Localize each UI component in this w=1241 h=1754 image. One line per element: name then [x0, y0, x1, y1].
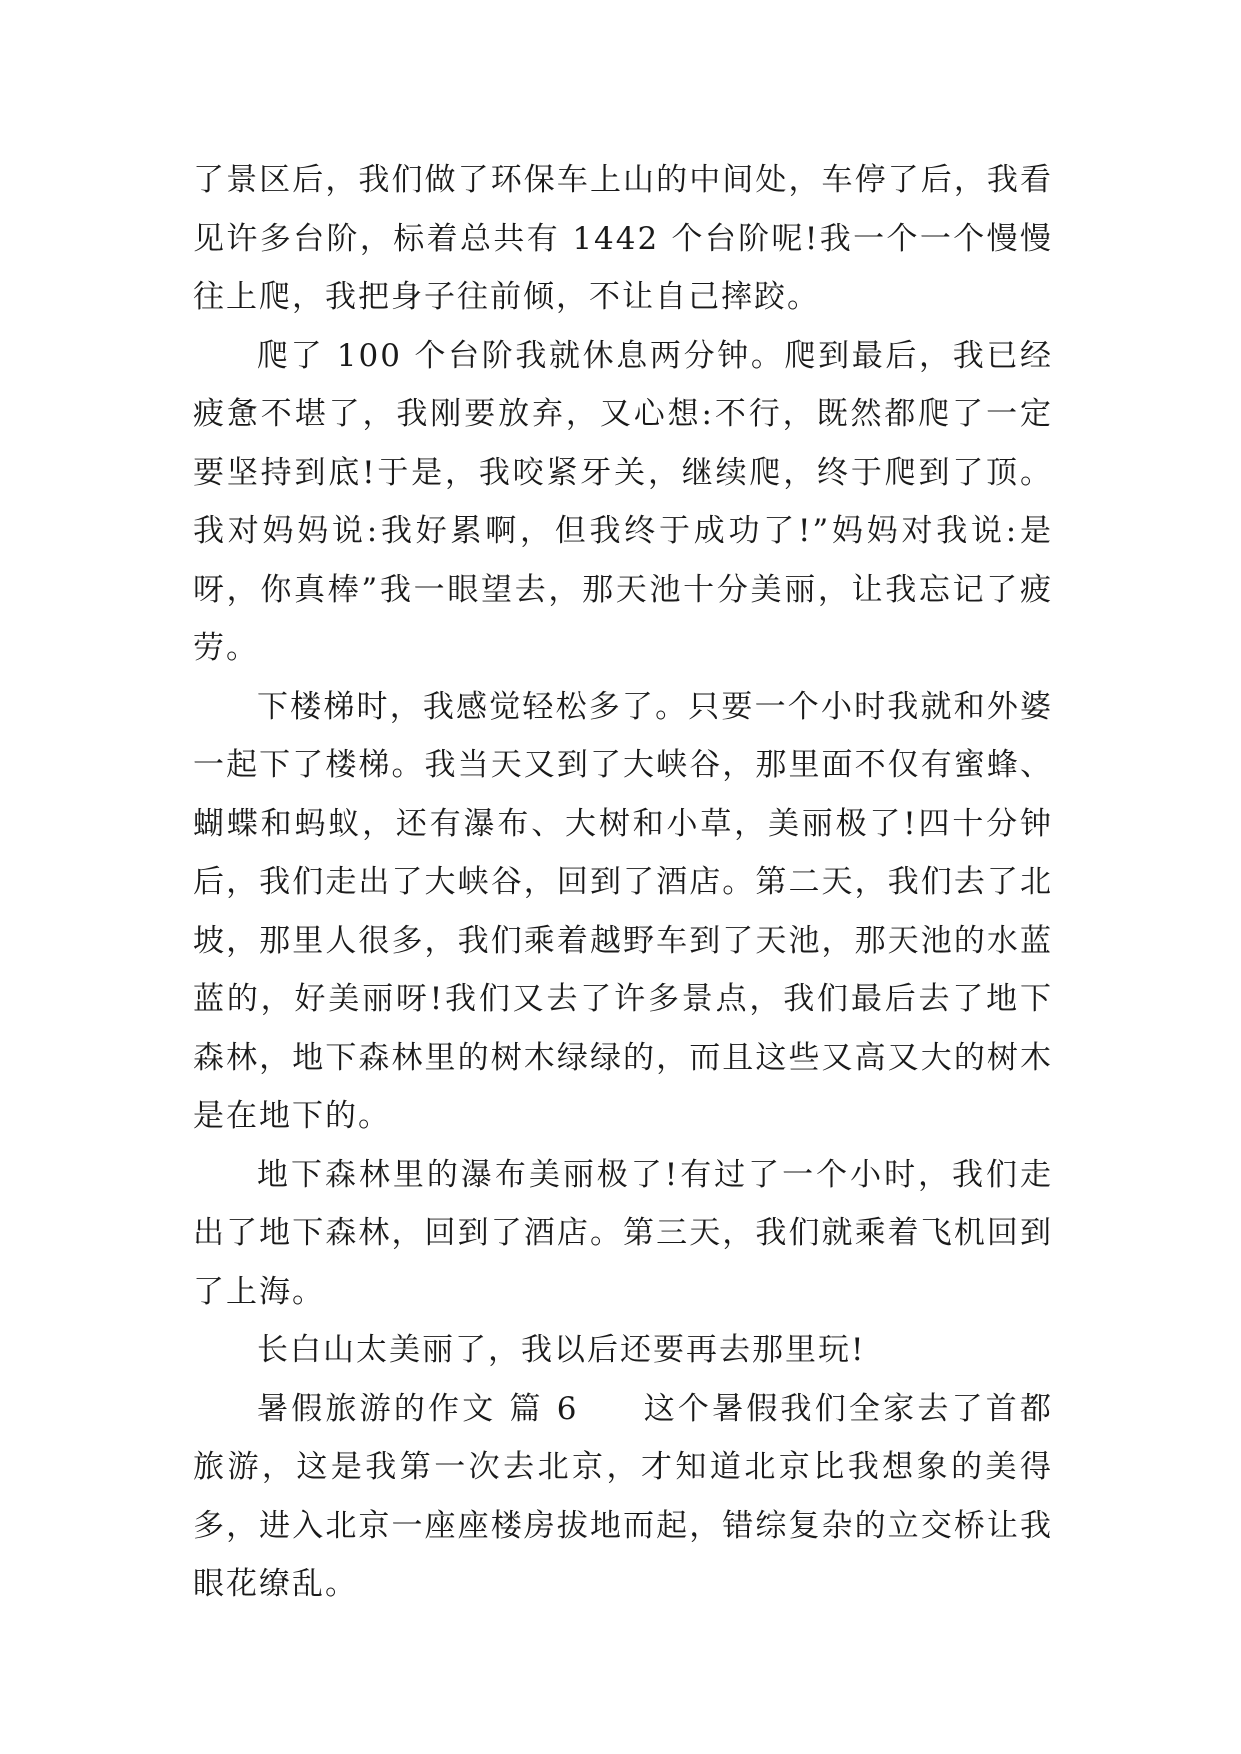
paragraph-1: 了景区后，我们做了环保车上山的中间处，车停了后，我看见许多台阶，标着总共有 1442 个台阶呢!我一个一个慢慢往上爬，我把身子往前倾，不让自己摔跤。	[193, 162, 1053, 315]
section-paragraph	[193, 1380, 1053, 1614]
document-body	[193, 151, 1053, 1614]
section-text: 这个暑假我们全家去了首都旅游，这是我第一次去北京，才知道北京比我想象的美得多，进入北京一座座楼房拔地而起，错综复杂的立交桥让我眼花缭乱。	[193, 1390, 1054, 1602]
paragraph-2: 爬了 100 个台阶我就休息两分钟。爬到最后，我已经疲惫不堪了，我刚要放弃，又心想:不行，既然都爬了一定要坚持到底!于是，我咬紧牙关，继续爬，终于爬到了顶。我对妈妈说:我好累啊，但我终于成功了!”妈妈对我说:是呀，你真棒”我一眼望去，那天池十分美丽，让我忘记了疲劳。	[193, 337, 1053, 666]
paragraph-3: 下楼梯时，我感觉轻松多了。只要一个小时我就和外婆一起下了楼梯。我当天又到了大峡谷，那里面不仅有蜜蜂、蝴蝶和蚂蚁，还有瀑布、大树和小草，美丽极了!四十分钟后，我们走出了大峡谷，回到了酒店。第二天，我们去了北坡，那里人很多，我们乘着越野车到了天池，那天池的水蓝蓝的，好美丽呀!我们又去了许多景点，我们最后去了地下森林，地下森林里的树木绿绿的，而且这些又高又大的树木是在地下的。	[193, 688, 1053, 1134]
section-title: 暑假旅游的作文 篇 6	[257, 1390, 579, 1427]
paragraph-5: 长白山太美丽了，我以后还要再去那里玩!	[257, 1332, 866, 1368]
paragraph-4: 地下森林里的瀑布美丽极了!有过了一个小时，我们走出了地下森林，回到了酒店。第三天，我们就乘着飞机回到了上海。	[193, 1156, 1053, 1310]
